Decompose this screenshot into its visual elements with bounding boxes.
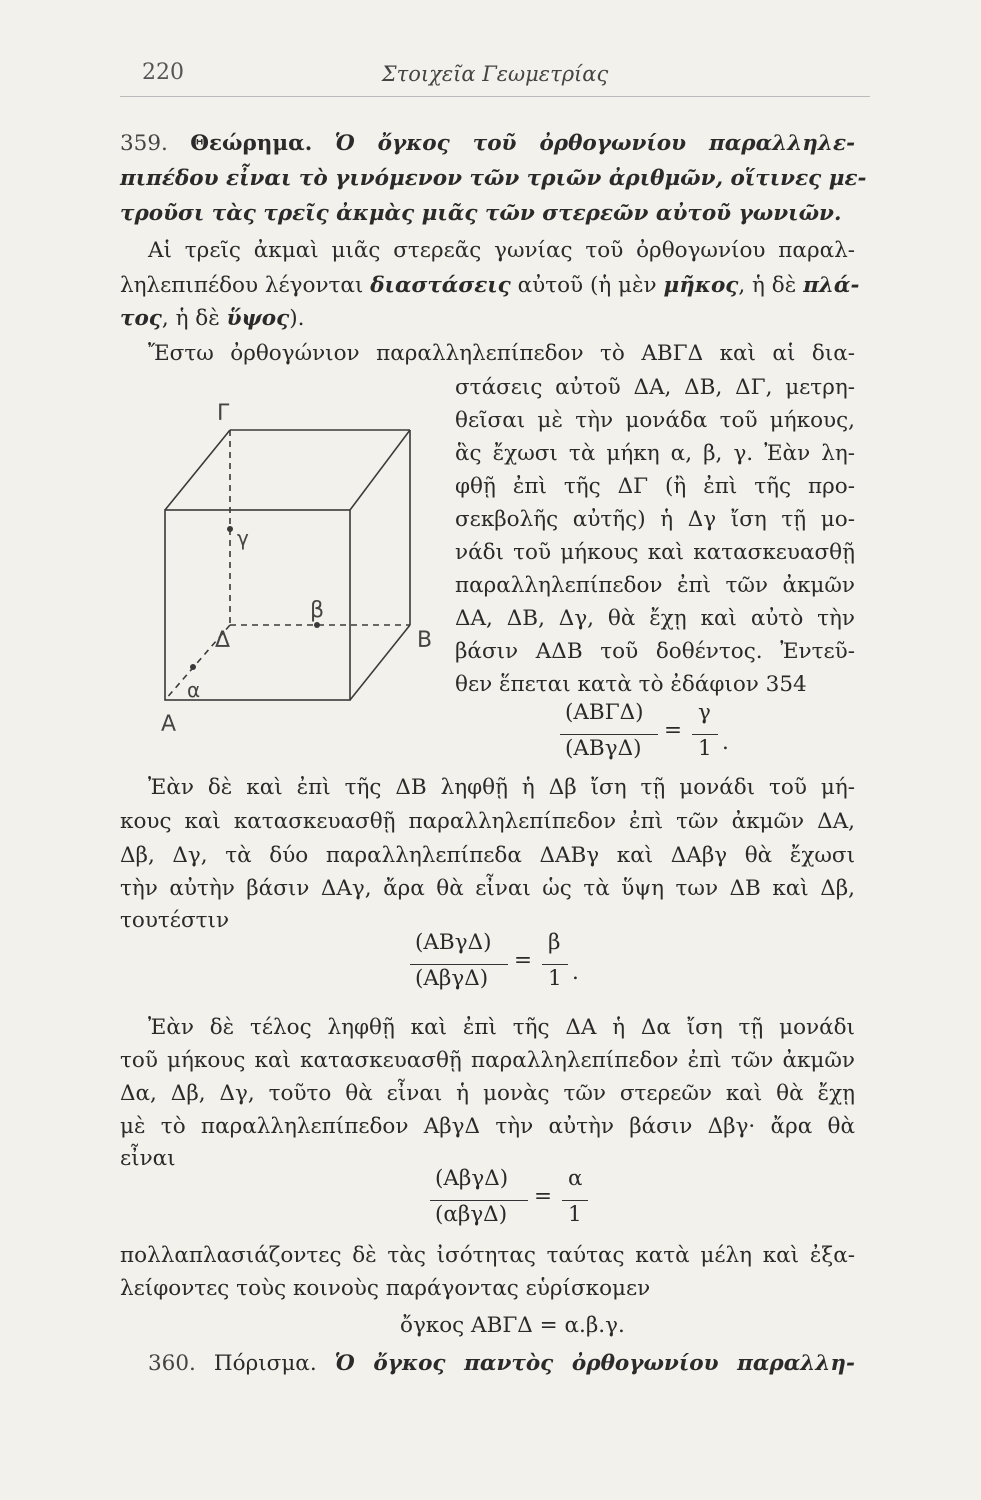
fraction-numerator: α [568,1166,583,1191]
header-rule [120,96,870,97]
fraction-denominator: 1 [568,1202,582,1227]
label-G: Γ [217,401,230,426]
proof-line-1: Ἔστω ὀρθογώνιον παραλληλεπίπεδον τὸ ΑΒΓΔ καὶ αἱ δια- [148,341,855,366]
fraction-bar [410,964,508,965]
fraction-denominator: (αβγΔ) [435,1202,508,1227]
paragraph-2-line: Δβ, Δγ, τὰ δύο παραλληλεπίπεδα ΔΑΒγ καὶ ΔΑβγ θὰ ἔχωσι [120,843,855,868]
equation-3: (ΑβγΔ) (αβγΔ) = α 1 [430,1166,630,1236]
theorem-label: Θεώρημα. [190,131,313,156]
proof-right-line: παραλληλεπίπεδον ἐπὶ τῶν ἀκμῶν [455,573,855,598]
fraction-bar [562,1200,588,1201]
fraction-denominator: (ΑΒγΔ) [565,736,642,761]
paragraph-4-line: πολλαπλασιάζοντες δὲ τὰς ἰσότητας ταύτας κατὰ μέλη καὶ ἐξα- [120,1243,855,1268]
paragraph-3-line: Ἐὰν δὲ τέλος ληφθῇ καὶ ἐπὶ τῆς ΔΑ ἡ Δα ἴση τῇ μονάδι [148,1015,855,1040]
paragraph-2-line: τὴν αὐτὴν βάσιν ΔΑγ, ἄρα θὰ εἶναι ὡς τὰ ὕψη των ΔΒ καὶ Δβ, [120,876,855,901]
label-D: Δ [215,628,231,653]
paragraph-3-line: μὲ τὸ παραλληλεπίπεδον ΑβγΔ τὴν αὐτὴν βάσιν Δβγ· ἄρα θὰ [120,1114,855,1139]
parallelepiped-figure [155,395,455,755]
corollary-360-line: 360. Πόρισμα. Ὁ ὄγκος παντὸς ὀρθογωνίου παραλλη- [148,1351,855,1376]
page-header [120,60,870,100]
proof-right-line: βάσιν ΑΔΒ τοῦ δοθέντος. Ἐντεῦ- [455,639,855,664]
theorem-359-line-2: πιπέδου εἶναι τὸ γινόμενον τῶν τριῶν ἀριθμῶν, οἵτινες με- [120,166,867,191]
fraction-numerator: (ΑΒγΔ) [415,930,492,955]
corollary-label: Πόρισμα. [213,1351,317,1376]
volume-result: ὄγκος ΑΒΓΔ = α.β.γ. [400,1313,625,1338]
proof-right-line: σεκβολῆς αὐτῆς) ἡ Δγ ἴση τῇ μο- [455,507,855,532]
fraction-bar [560,734,658,735]
fraction-denominator: 1 [548,966,562,991]
label-alpha: α [187,678,201,702]
paragraph-4-line: λείφοντες τοὺς κοινοὺς παράγοντας εὑρίσκομεν [120,1276,651,1301]
theorem-359-line-1: 359. Θεώρημα. Ὁ ὄγκος τοῦ ὀρθογωνίου παραλληλε- [120,131,855,156]
fraction-numerator: β [548,930,561,955]
equation-1: (ΑΒΓΔ) (ΑΒγΔ) = γ 1 . [560,700,760,770]
fraction-numerator: γ [698,700,711,725]
page-number: 220 [142,60,184,85]
paragraph-3-line: τοῦ μήκους καὶ κατασκευασθῇ παραλληλεπίπεδον ἐπὶ τῶν ἀκμῶν [120,1048,855,1073]
proof-right-line: στάσεις αὐτοῦ ΔΑ, ΔΒ, ΔΓ, μετρη- [455,375,855,400]
label-B: Β [417,628,433,653]
fraction-denominator: (ΑβγΔ) [415,966,489,991]
edge [350,625,410,700]
fraction-bar [692,734,718,735]
label-gamma: γ [237,526,249,550]
parallelepiped-diagram [155,395,455,755]
definition-line-1: Αἱ τρεῖς ἀκμαὶ μιᾶς στερεᾶς γωνίας τοῦ ὀρθογωνίου παραλ- [148,238,855,263]
definition-line-2: ληλεπιπέδου λέγονται διαστάσεις αὐτοῦ (ἡ μὲν μῆκος, ἡ δὲ πλά- [120,273,860,298]
proof-right-line: ἃς ἔχωσι τὰ μήκη α, β, γ. Ἐὰν λη- [455,441,855,466]
fraction-numerator: (ΑΒΓΔ) [565,700,644,725]
definition-line-3: τος, ἡ δὲ ὕψος). [120,306,305,331]
fraction-numerator: (ΑβγΔ) [435,1166,509,1191]
edge [165,430,230,510]
proof-right-line: νάδι τοῦ μήκους καὶ κατασκευασθῇ [455,540,855,565]
paragraph-2-line: τουτέστιν [120,908,230,933]
point-gamma [227,526,233,532]
label-beta: β [310,598,325,623]
proof-right-line: ΔΑ, ΔΒ, Δγ, θὰ ἔχῃ καὶ αὐτὸ τὴν [455,606,855,631]
paragraph-3-line: Δα, Δβ, Δγ, τοῦτο θὰ εἶναι ἡ μονὰς τῶν στερεῶν καὶ θὰ ἔχῃ [120,1081,855,1106]
fraction-denominator: 1 [698,736,712,761]
proof-right-line: θεῖσαι μὲ τὴν μονάδα τοῦ μήκους, [455,408,855,433]
equation-2: (ΑΒγΔ) (ΑβγΔ) = β 1 . [410,930,610,1000]
label-A: Α [161,712,177,737]
edge [350,430,410,510]
paragraph-3-line: εἶναι [120,1146,176,1171]
paragraph-2-line: Ἐὰν δὲ καὶ ἐπὶ τῆς ΔΒ ληφθῇ ἡ Δβ ἴση τῇ μονάδι τοῦ μή- [148,775,855,800]
theorem-359-line-3: τροῦσι τὰς τρεῖς ἀκμὰς μιᾶς τῶν στερεῶν αὐτοῦ γωνιῶν. [120,201,842,226]
proof-right-line: θεν ἕπεται κατὰ τὸ ἐδάφιον 354 [455,672,807,697]
running-title: Στοιχεῖα Γεωμετρίας [381,62,609,86]
proof-right-line: φθῇ ἐπὶ τῆς ΔΓ (ἢ ἐπὶ τῆς προ- [455,474,855,499]
point-alpha [190,664,196,670]
fraction-bar [542,964,568,965]
fraction-bar [430,1200,528,1201]
paragraph-2-line: κους καὶ κατασκευασθῇ παραλληλεπίπεδον ἐπὶ τῶν ἀκμῶν ΔΑ, [120,809,855,834]
